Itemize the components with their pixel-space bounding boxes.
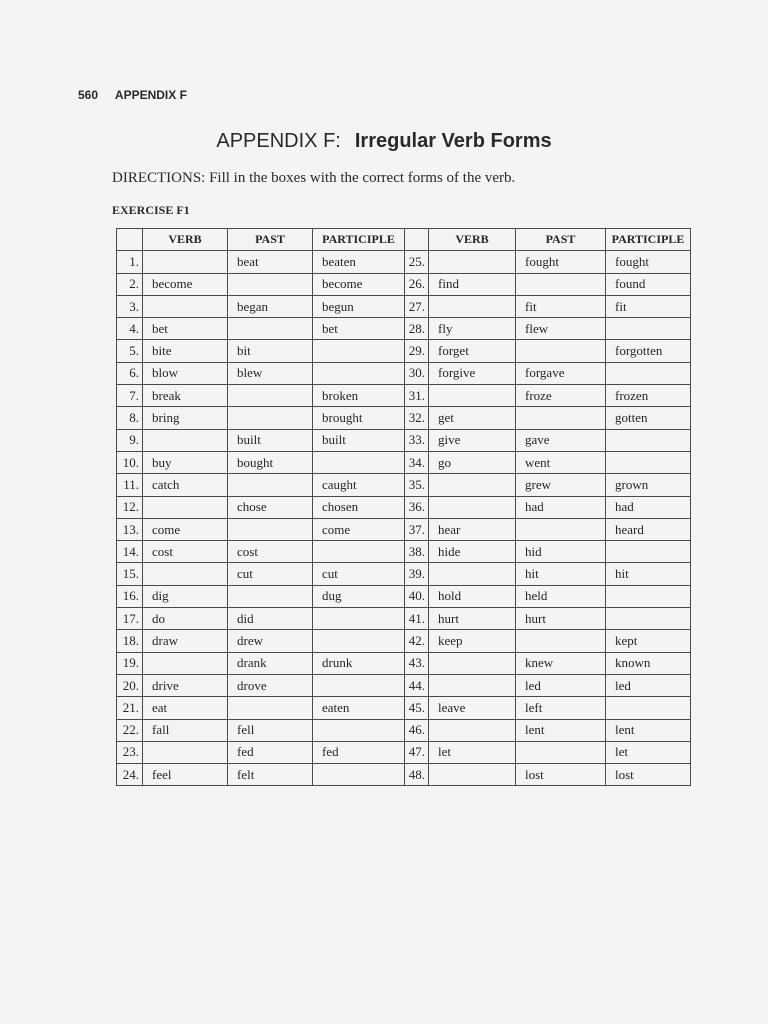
blank-cell-past[interactable] (228, 407, 313, 429)
table-row (117, 474, 691, 496)
blank-cell-participle[interactable] (606, 429, 691, 451)
table-cell-past: lent (516, 719, 606, 741)
running-head: APPENDIX F (114, 88, 187, 102)
row-number: 42. (405, 630, 429, 652)
table-header-row (117, 229, 691, 251)
row-number: 15. (117, 563, 143, 585)
column-header-past: PAST (228, 229, 313, 251)
row-number: 45. (405, 697, 429, 719)
table-row (117, 496, 691, 518)
row-number: 23. (117, 741, 143, 763)
table-cell-verb: hear (429, 518, 516, 540)
table-cell-participle: led (606, 674, 691, 696)
row-number: 16. (117, 585, 143, 607)
table-cell-verb: draw (143, 630, 228, 652)
blank-cell-participle[interactable] (313, 674, 405, 696)
blank-cell-past[interactable] (516, 630, 606, 652)
blank-cell-participle[interactable] (313, 362, 405, 384)
blank-cell-participle[interactable] (313, 630, 405, 652)
table-cell-verb: blow (143, 362, 228, 384)
table-row (117, 630, 691, 652)
row-number: 47. (405, 741, 429, 763)
table-cell-verb: fly (429, 318, 516, 340)
table-cell-past: left (516, 697, 606, 719)
row-number: 13. (117, 518, 143, 540)
row-number: 18. (117, 630, 143, 652)
table-cell-past: beat (228, 251, 313, 273)
table-cell-past: hit (516, 563, 606, 585)
table-cell-past: held (516, 585, 606, 607)
row-number: 48. (405, 764, 429, 786)
table-row (117, 719, 691, 741)
blank-cell-verb[interactable] (143, 496, 228, 518)
blank-cell-past[interactable] (516, 518, 606, 540)
blank-cell-past[interactable] (228, 385, 313, 407)
row-number: 20. (117, 674, 143, 696)
blank-cell-past[interactable] (516, 741, 606, 763)
table-cell-past: drove (228, 674, 313, 696)
table-row (117, 407, 691, 429)
table-cell-past: led (516, 674, 606, 696)
row-number: 1. (117, 251, 143, 273)
table-cell-participle: frozen (606, 385, 691, 407)
blank-cell-past[interactable] (228, 697, 313, 719)
blank-cell-verb[interactable] (429, 385, 516, 407)
blank-cell-participle[interactable] (313, 764, 405, 786)
blank-cell-past[interactable] (228, 318, 313, 340)
blank-cell-past[interactable] (516, 273, 606, 295)
table-cell-past: fell (228, 719, 313, 741)
blank-cell-verb[interactable] (143, 295, 228, 317)
table-cell-verb: buy (143, 451, 228, 473)
column-header-num (117, 229, 143, 251)
table-cell-participle: found (606, 273, 691, 295)
row-number: 11. (117, 474, 143, 496)
blank-cell-verb[interactable] (429, 674, 516, 696)
row-number: 40. (405, 585, 429, 607)
table-cell-past: forgave (516, 362, 606, 384)
table-cell-verb: leave (429, 697, 516, 719)
blank-cell-past[interactable] (228, 585, 313, 607)
row-number: 8. (117, 407, 143, 429)
row-number: 32. (405, 407, 429, 429)
blank-cell-verb[interactable] (143, 652, 228, 674)
blank-cell-verb[interactable] (429, 764, 516, 786)
blank-cell-participle[interactable] (606, 541, 691, 563)
table-cell-past: bit (228, 340, 313, 362)
table-cell-participle: broken (313, 385, 405, 407)
table-cell-verb: go (429, 451, 516, 473)
table-row (117, 273, 691, 295)
table-cell-past: hurt (516, 608, 606, 630)
blank-cell-participle[interactable] (606, 362, 691, 384)
table-cell-verb: get (429, 407, 516, 429)
row-number: 6. (117, 362, 143, 384)
table-cell-verb: become (143, 273, 228, 295)
directions-text: DIRECTIONS: Fill in the boxes with the correct forms of the verb. (112, 170, 516, 186)
table-cell-verb: bring (143, 407, 228, 429)
table-cell-verb: hide (429, 541, 516, 563)
blank-cell-past[interactable] (516, 340, 606, 362)
table-cell-participle: heard (606, 518, 691, 540)
row-number: 44. (405, 674, 429, 696)
table-cell-participle: eaten (313, 697, 405, 719)
blank-cell-verb[interactable] (429, 295, 516, 317)
table-cell-verb: do (143, 608, 228, 630)
row-number: 38. (405, 541, 429, 563)
table-cell-participle: built (313, 429, 405, 451)
row-number: 26. (405, 273, 429, 295)
blank-cell-verb[interactable] (429, 251, 516, 273)
table-cell-verb: feel (143, 764, 228, 786)
table-cell-past: drew (228, 630, 313, 652)
blank-cell-past[interactable] (228, 474, 313, 496)
table-cell-past: grew (516, 474, 606, 496)
row-number: 29. (405, 340, 429, 362)
table-cell-participle: fought (606, 251, 691, 273)
blank-cell-verb[interactable] (429, 652, 516, 674)
table-cell-verb: bet (143, 318, 228, 340)
table-cell-past: flew (516, 318, 606, 340)
table-cell-participle: had (606, 496, 691, 518)
table-row (117, 251, 691, 273)
row-number: 43. (405, 652, 429, 674)
table-row (117, 652, 691, 674)
table-cell-participle: hit (606, 563, 691, 585)
table-cell-participle: brought (313, 407, 405, 429)
row-number: 17. (117, 608, 143, 630)
table-cell-verb: forgive (429, 362, 516, 384)
table-cell-participle: let (606, 741, 691, 763)
table-cell-participle: fit (606, 295, 691, 317)
table-row (117, 563, 691, 585)
table-cell-participle: come (313, 518, 405, 540)
table-cell-verb: eat (143, 697, 228, 719)
table-cell-participle: chosen (313, 496, 405, 518)
row-number: 25. (405, 251, 429, 273)
table-cell-past: felt (228, 764, 313, 786)
row-number: 36. (405, 496, 429, 518)
row-number: 7. (117, 385, 143, 407)
table-cell-past: blew (228, 362, 313, 384)
blank-cell-verb[interactable] (143, 251, 228, 273)
row-number: 46. (405, 719, 429, 741)
table-row (117, 295, 691, 317)
table-cell-verb: hold (429, 585, 516, 607)
table-cell-verb: let (429, 741, 516, 763)
blank-cell-verb[interactable] (143, 563, 228, 585)
column-header-verb: VERB (429, 229, 516, 251)
table-cell-participle: lent (606, 719, 691, 741)
row-number: 28. (405, 318, 429, 340)
table-row (117, 318, 691, 340)
row-number: 34. (405, 451, 429, 473)
row-number: 22. (117, 719, 143, 741)
table-row (117, 385, 691, 407)
row-number: 37. (405, 518, 429, 540)
table-cell-past: fought (516, 251, 606, 273)
blank-cell-past[interactable] (228, 518, 313, 540)
table-cell-verb: dig (143, 585, 228, 607)
table-cell-past: built (228, 429, 313, 451)
title-main: Irregular Verb Forms (354, 130, 552, 152)
blank-cell-verb[interactable] (429, 496, 516, 518)
table-cell-past: went (516, 451, 606, 473)
row-number: 41. (405, 608, 429, 630)
table-row (117, 518, 691, 540)
blank-cell-verb[interactable] (143, 429, 228, 451)
blank-cell-participle[interactable] (313, 608, 405, 630)
table-row (117, 608, 691, 630)
row-number: 4. (117, 318, 143, 340)
table-cell-past: gave (516, 429, 606, 451)
blank-cell-verb[interactable] (429, 563, 516, 585)
blank-cell-verb[interactable] (143, 741, 228, 763)
table-row (117, 585, 691, 607)
row-number: 19. (117, 652, 143, 674)
table-cell-past: hid (516, 541, 606, 563)
table-row (117, 340, 691, 362)
table-cell-past: fit (516, 295, 606, 317)
row-number: 5. (117, 340, 143, 362)
table-cell-past: cut (228, 563, 313, 585)
table-cell-verb: cost (143, 541, 228, 563)
table-cell-past: began (228, 295, 313, 317)
row-number: 14. (117, 541, 143, 563)
table-cell-verb: drive (143, 674, 228, 696)
table-cell-participle: dug (313, 585, 405, 607)
table-row (117, 674, 691, 696)
row-number: 31. (405, 385, 429, 407)
column-header-verb: VERB (143, 229, 228, 251)
blank-cell-participle[interactable] (606, 608, 691, 630)
table-cell-participle: lost (606, 764, 691, 786)
table-cell-verb: fall (143, 719, 228, 741)
table-cell-participle: forgotten (606, 340, 691, 362)
blank-cell-participle[interactable] (606, 585, 691, 607)
blank-cell-participle[interactable] (606, 451, 691, 473)
row-number: 30. (405, 362, 429, 384)
row-number: 35. (405, 474, 429, 496)
blank-cell-participle[interactable] (313, 340, 405, 362)
row-number: 27. (405, 295, 429, 317)
table-cell-verb: break (143, 385, 228, 407)
table-body (117, 251, 691, 786)
table-row (117, 764, 691, 786)
table-cell-verb: find (429, 273, 516, 295)
table-row (117, 741, 691, 763)
table-cell-participle: kept (606, 630, 691, 652)
table-cell-past: lost (516, 764, 606, 786)
table-cell-verb: forget (429, 340, 516, 362)
column-header-past: PAST (516, 229, 606, 251)
table-row (117, 429, 691, 451)
table-cell-past: bought (228, 451, 313, 473)
table-cell-verb: bite (143, 340, 228, 362)
blank-cell-participle[interactable] (313, 719, 405, 741)
table-cell-participle: caught (313, 474, 405, 496)
table-cell-past: did (228, 608, 313, 630)
table-cell-participle: become (313, 273, 405, 295)
table-row (117, 362, 691, 384)
blank-cell-verb[interactable] (429, 474, 516, 496)
column-header-participle: PARTICIPLE (313, 229, 405, 251)
table-cell-past: cost (228, 541, 313, 563)
table-cell-participle: beaten (313, 251, 405, 273)
row-number: 24. (117, 764, 143, 786)
table-row (117, 451, 691, 473)
table-cell-verb: come (143, 518, 228, 540)
table-cell-past: froze (516, 385, 606, 407)
table-cell-past: fed (228, 741, 313, 763)
row-number: 10. (117, 451, 143, 473)
blank-cell-participle[interactable] (313, 451, 405, 473)
table-cell-verb: give (429, 429, 516, 451)
row-number: 2. (117, 273, 143, 295)
table-cell-verb: hurt (429, 608, 516, 630)
title-prefix: APPENDIX F: (216, 130, 341, 152)
blank-cell-participle[interactable] (606, 318, 691, 340)
table-row (117, 541, 691, 563)
table-row (117, 697, 691, 719)
page-number: 560 (78, 88, 99, 102)
exercise-label: EXERCISE F1 (112, 203, 190, 217)
table-cell-verb: catch (143, 474, 228, 496)
row-number: 33. (405, 429, 429, 451)
verb-table (116, 228, 691, 786)
table-cell-participle: known (606, 652, 691, 674)
column-header-num (405, 229, 429, 251)
table-cell-verb: keep (429, 630, 516, 652)
column-header-participle: PARTICIPLE (606, 229, 691, 251)
blank-cell-past[interactable] (516, 407, 606, 429)
running-header (78, 88, 187, 102)
table-cell-participle: gotten (606, 407, 691, 429)
table-cell-participle: grown (606, 474, 691, 496)
row-number: 21. (117, 697, 143, 719)
blank-cell-participle[interactable] (606, 697, 691, 719)
blank-cell-participle[interactable] (313, 541, 405, 563)
table-cell-participle: fed (313, 741, 405, 763)
table-cell-past: drank (228, 652, 313, 674)
blank-cell-past[interactable] (228, 273, 313, 295)
row-number: 12. (117, 496, 143, 518)
row-number: 39. (405, 563, 429, 585)
page-title (0, 130, 768, 153)
table-cell-past: chose (228, 496, 313, 518)
table-cell-past: knew (516, 652, 606, 674)
table-cell-participle: cut (313, 563, 405, 585)
table-cell-participle: bet (313, 318, 405, 340)
table-cell-participle: begun (313, 295, 405, 317)
row-number: 3. (117, 295, 143, 317)
table-cell-past: had (516, 496, 606, 518)
blank-cell-verb[interactable] (429, 719, 516, 741)
table-cell-participle: drunk (313, 652, 405, 674)
row-number: 9. (117, 429, 143, 451)
